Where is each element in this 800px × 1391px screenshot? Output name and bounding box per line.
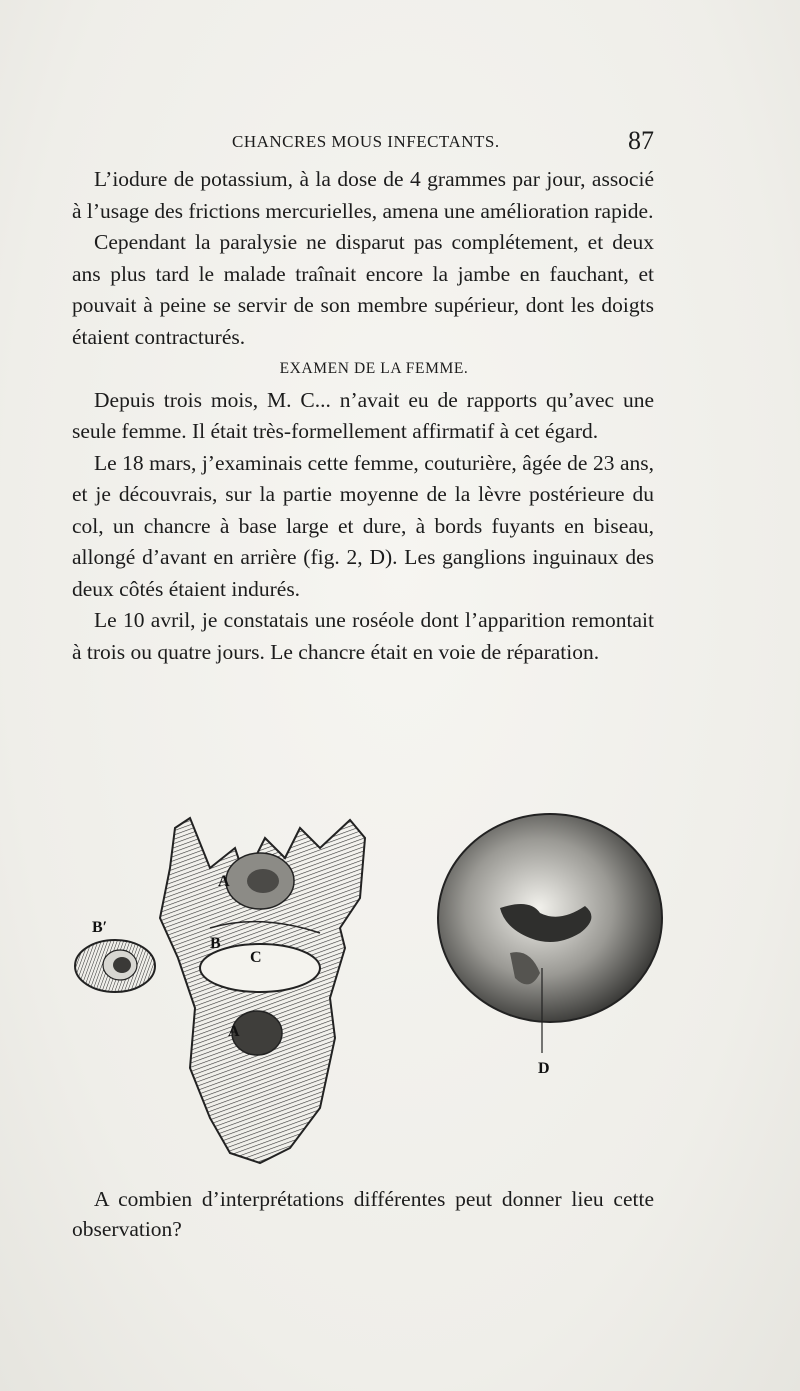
paragraph: Le 18 mars, j’examinais cette femme, couturière, âgée de 23 ans, et je découvrais, sur la partie moyenne de la lèvre postérieure du col, un chancre à base large et dure, à bords fuyants en biseau, allongé d’avant en arrière (fig. 2, D). Les ganglions inguinaux des deux côtés étaient indurés.: [72, 450, 654, 601]
svg-text:D: D: [538, 1060, 550, 1077]
paragraph: Depuis trois mois, M. C... n’avait eu de rapports qu’avec une seule femme. Il était très-formellement affirmatif à cet égard.: [72, 387, 654, 443]
cervix-view-drawing: [438, 814, 662, 1053]
svg-text:A: A: [218, 873, 230, 890]
figure-label-a-top: [218, 873, 230, 890]
figure-label-b-prime: [92, 919, 107, 936]
figure-label-d: [538, 1060, 550, 1077]
svg-text:C: C: [250, 949, 262, 966]
svg-text:B: B: [210, 935, 221, 952]
svg-text:B′: B′: [92, 919, 108, 936]
page-number: 87: [628, 126, 654, 155]
anatomical-illustration: [60, 808, 680, 1178]
closing-question: [72, 1184, 654, 1244]
paragraph: Cependant la paralysie ne disparut pas complétement, et deux ans plus tard le malade traînait encore la jambe en fauchant, et pouvait à peine se servir de son membre supérieur, dont les doigts étaient contracturés.: [72, 230, 654, 349]
paragraph: Le 10 avril, je constatais une roséole dont l’apparition remontait à trois ou quatre jours. Le chancre était en voie de réparation.: [72, 608, 654, 664]
detail-b-prime-drawing: [75, 940, 155, 992]
paragraph: L’iodure de potassium, à la dose de 4 grammes par jour, associé à l’usage des frictions mercurielles, amena une amélioration rapide.: [72, 167, 654, 223]
opened-specimen-drawing: [160, 818, 365, 1163]
figure-label-a-bottom: [228, 1023, 240, 1040]
section-title: EXAMEN DE LA FEMME.: [279, 360, 469, 377]
running-head: CHANCRES MOUS INFECTANTS.: [232, 132, 500, 151]
closing-text: A combien d’interprétations différentes peut donner lieu cette observation?: [72, 1187, 654, 1241]
figure-label-b: [210, 935, 221, 952]
main-text: [72, 164, 654, 668]
figure-label-c: [250, 949, 262, 966]
svg-text:A: A: [228, 1023, 240, 1040]
